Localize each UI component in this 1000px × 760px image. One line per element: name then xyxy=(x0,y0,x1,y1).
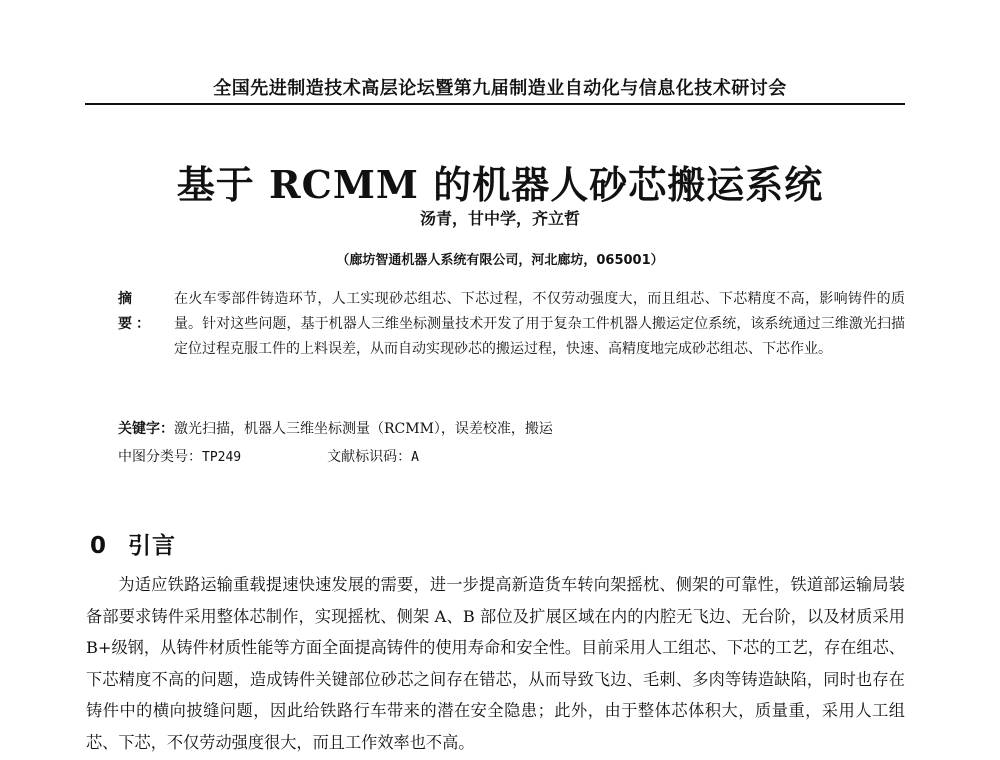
section-number: 0 xyxy=(90,533,108,560)
introduction-heading xyxy=(90,531,176,561)
introduction-paragraph: 为适应铁路运输重载提速快速发展的需要，进一步提高新造货车转向架摇枕、侧架的可靠性，铁道部运输局装备部要求铸件采用整体芯制作，实现摇枕、侧架 A、B 部位及扩展区域在内的内腔无飞边、无台阶，以及材质采用 B+级钢，从铸件材质性能等方面全面提高铸件的使用寿命和安全性。目前采用人工组芯、下芯的工艺，存在组芯、下芯精度不高的问题，造成铸件关键部位砂芯之间存在错芯，从而导致飞边、毛刺、多肉等铸造缺陷，同时也存在铸件中的横向披缝问题，因此给铁路行车带来的潜在安全隐患；此外，由于整体芯体积大，质量重，采用人工组芯、下芯，不仅劳动强度很大，而且工作效率也不高。 xyxy=(86,575,905,752)
classification-line xyxy=(118,446,905,469)
section-title: 引言 xyxy=(128,533,176,560)
paper-title: 基于 RCMM 的机器人砂芯搬运系统 xyxy=(176,162,824,208)
keywords-text: 激光扫描，机器人三维坐标测量（RCMM），误差校准，搬运 xyxy=(174,421,553,437)
document-code-label: 文献标识码： xyxy=(327,449,412,465)
header-divider xyxy=(85,103,905,105)
author-affiliation: （廊坊智通机器人系统有限公司，河北廊坊，065001） xyxy=(336,253,664,268)
abstract-text: 在火车零部件铸造环节，人工实现砂芯组芯、下芯过程，不仅劳动强度大，而且组芯、下芯精度不高，影响铸件的质量。针对这些问题，基于机器人三维坐标测量技术开发了用于复杂工件机器人搬运定位系统，该系统通过三维激光扫描定位过程克服工件的上料误差，从而自动实现砂芯的搬运过程，快速、高精度地完成砂芯组芯、下芯作业。 xyxy=(174,291,905,357)
abstract-section xyxy=(118,287,905,362)
keywords-label: 关键字： xyxy=(118,421,174,437)
document-code-value: A xyxy=(411,450,419,465)
abstract-label: 摘 要： xyxy=(118,291,154,332)
classification-label: 中图分类号： xyxy=(118,449,202,465)
conference-header: 全国先进制造技术高层论坛暨第九届制造业自动化与信息化技术研讨会 xyxy=(213,78,787,99)
author-list: 汤青，甘中学，齐立哲 xyxy=(419,209,580,228)
keywords-line xyxy=(118,418,905,440)
classification-value: TP249 xyxy=(202,450,242,465)
